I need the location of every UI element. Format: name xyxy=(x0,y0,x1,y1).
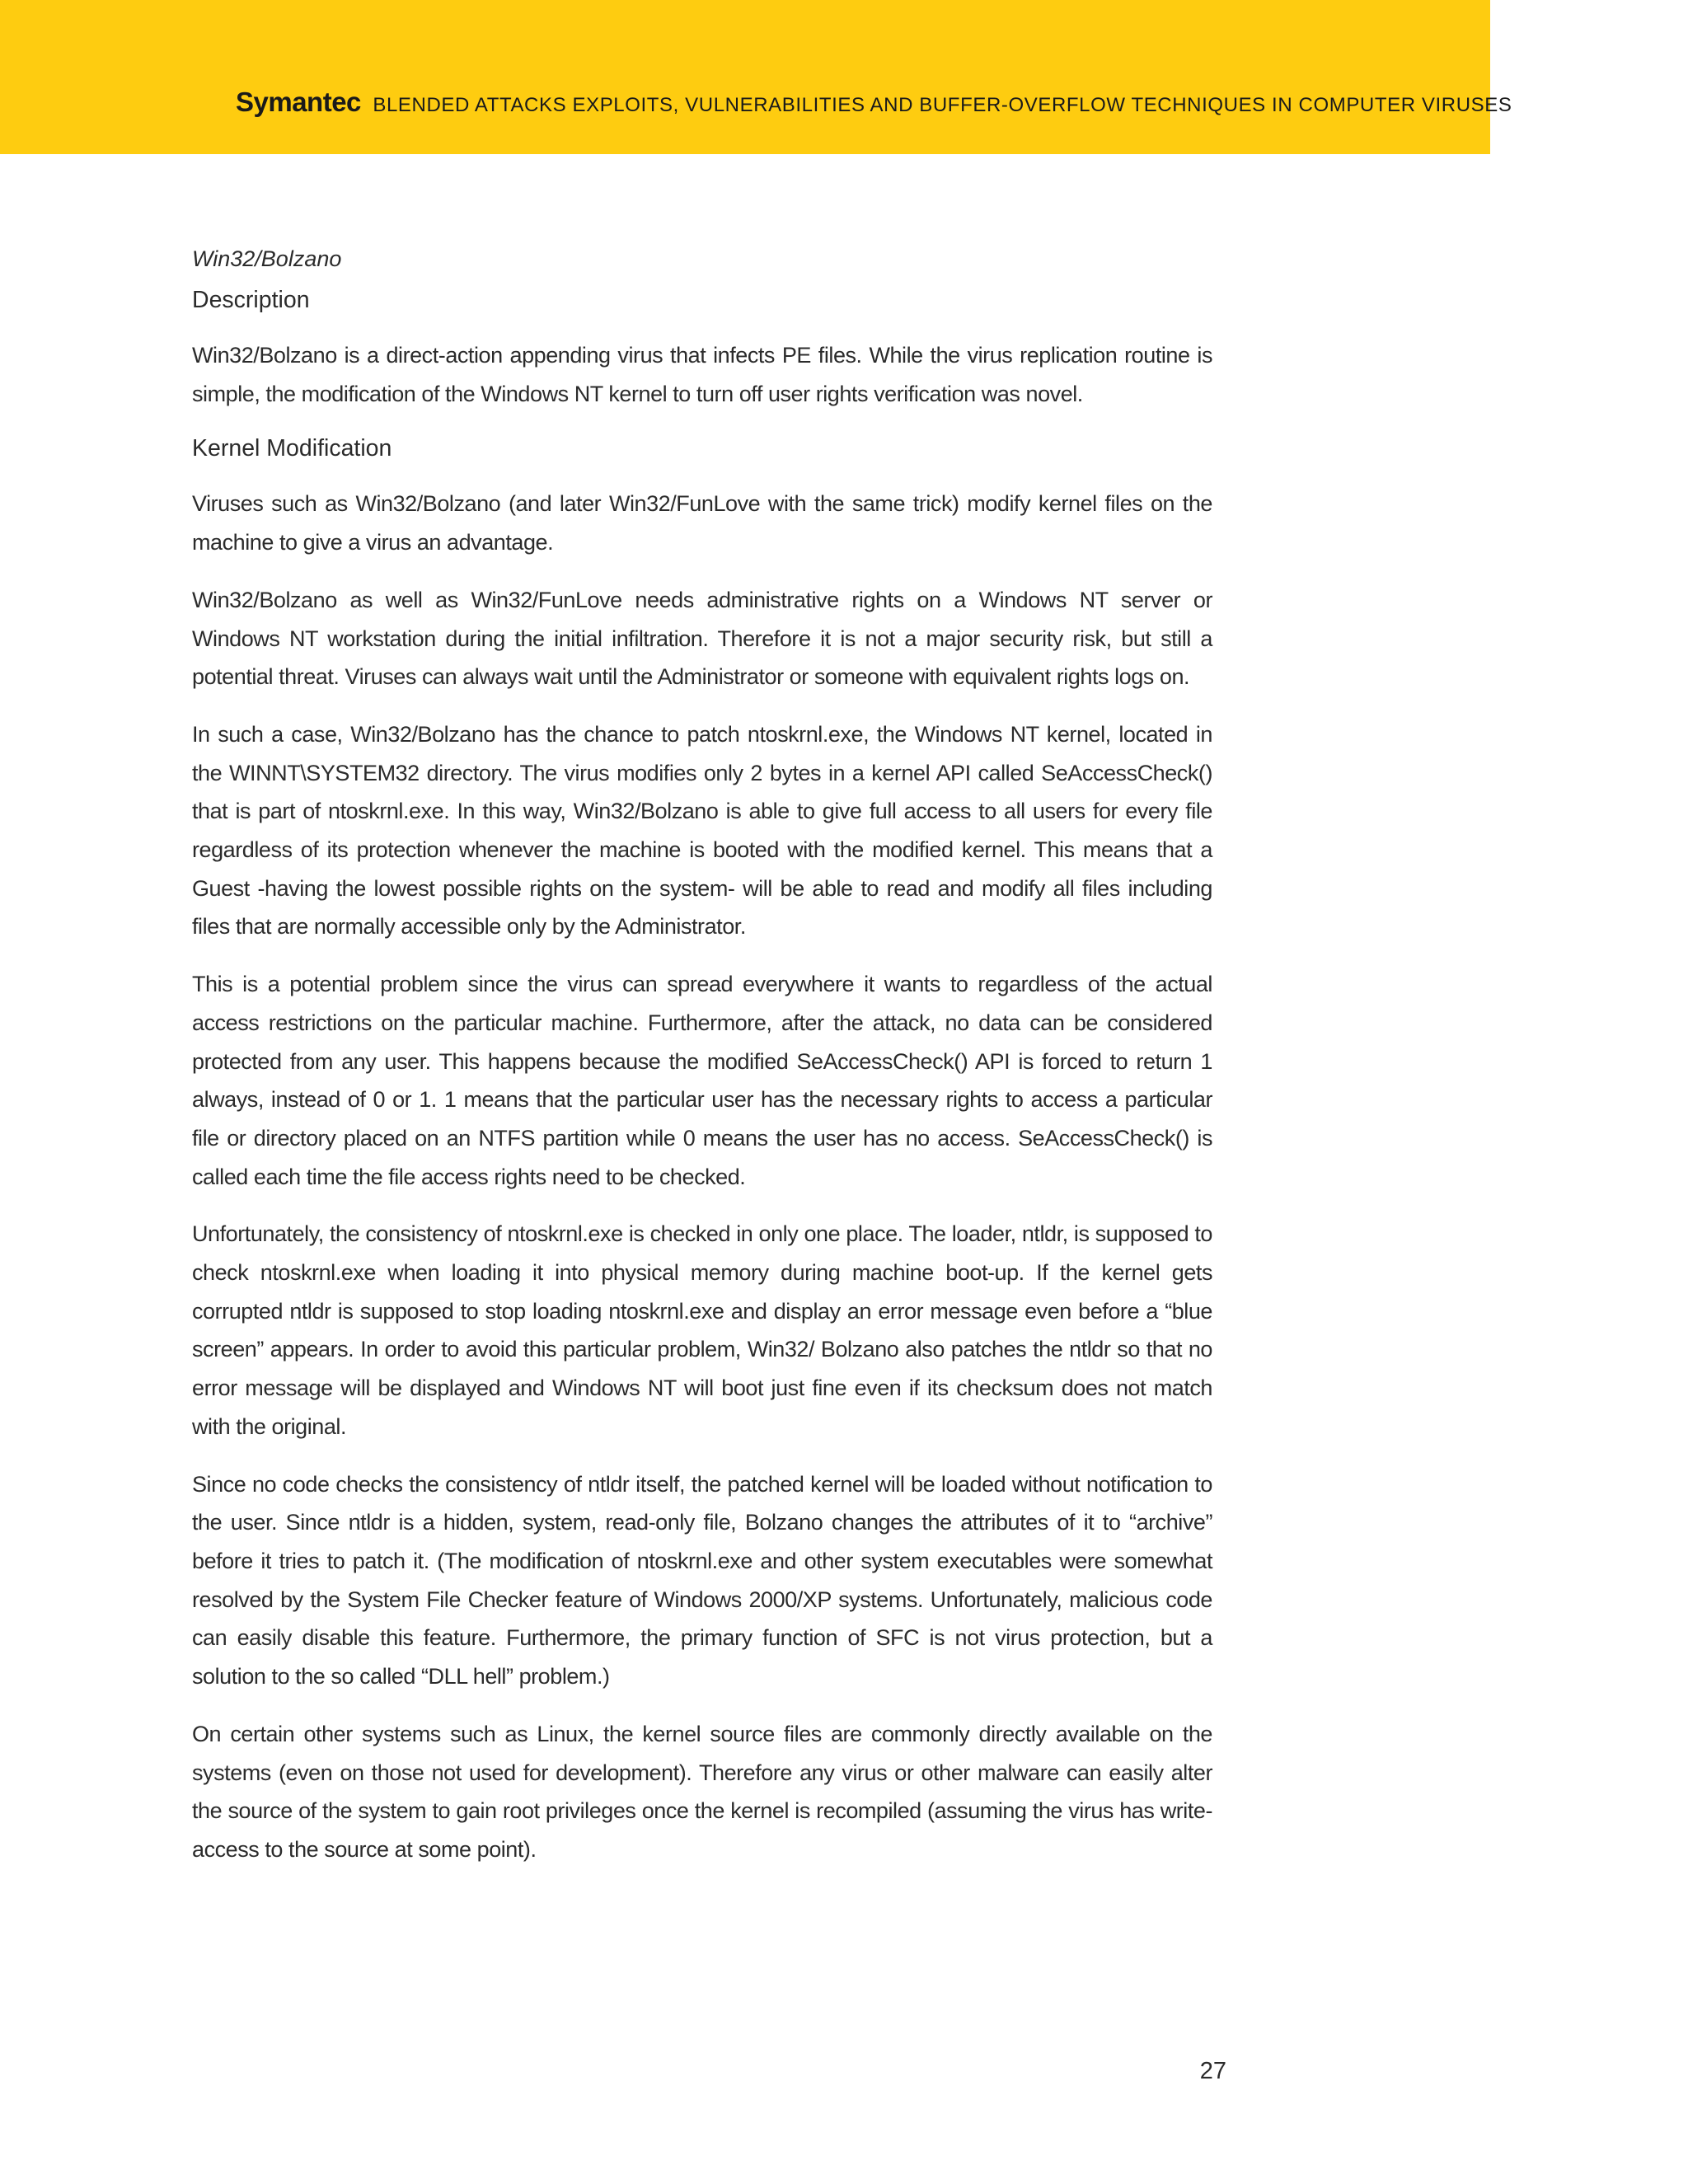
body-paragraph-6: Since no code checks the consistency of ntldr itself, the patched kernel will be loaded without notification to the user. Since ntldr is a hidden, system, read-only file, Bolzano changes the attributes of it to “archive” before it tries to patch it. (The modification of ntoskrnl.exe and other system executables were somewhat resolved by the System File Checker feature of Windows 2000/XP systems. Unfortunately, malicious code can easily disable this feature. Furthermore, the primary function of SFC is not virus protection, but a solution to the so called “DLL hell” problem.) xyxy=(192,1471,1212,1690)
body-paragraph-1: Viruses such as Win32/Bolzano (and later Win32/FunLove with the same trick) modify kernel files on the machine to give a virus an advantage. xyxy=(192,491,1212,555)
description-paragraph: Win32/Bolzano is a direct-action appending virus that infects PE files. While the virus replication routine is simple, the modification of the Windows NT kernel to turn off user rights verification was novel. xyxy=(192,343,1212,406)
body-paragraph-4: This is a potential problem since the virus can spread everywhere it wants to regardless of the actual access restrictions on the particular machine. Furthermore, after the attack, no data can be considered protected from any user. This happens because the modified SeAccessCheck() API is forced to return 1 always, instead of 0 or 1. 1 means that the particular user has the necessary rights to access a particular file or directory placed on an NTFS partition while 0 means the user has no access. SeAccessCheck() is called each time the file access rights need to be checked. xyxy=(192,972,1212,1189)
body-paragraph-7: On certain other systems such as Linux, the kernel source files are commonly directly available on the systems (even on those not used for development). Therefore any virus or other malware can easily alter the source of the system to gain root privileges once the kernel is recompiled (assuming the virus has write-access to the source at some point). xyxy=(192,1721,1212,1862)
description-heading: Description xyxy=(192,287,310,313)
body-paragraph-3: In such a case, Win32/Bolzano has the chance to patch ntoskrnl.exe, the Windows NT kernel, located in the WINNT\SYSTEM32 directory. The virus modifies only 2 bytes in a kernel API called SeAccessCheck() that is part of ntoskrnl.exe. In this way, Win32/Bolzano is able to give full access to all users for every file regardless of its protection whenever the machine is booted with the modified kernel. This means that a Guest -having the lowest possible rights on the system- will be able to read and modify all files including files that are normally accessible only by the Administrator. xyxy=(192,721,1212,940)
kernel-modification-heading: Kernel Modification xyxy=(192,435,392,462)
body-paragraph-5: Unfortunately, the consistency of ntoskrnl.exe is checked in only one place. The loader, ntldr, is supposed to check ntoskrnl.exe when loading it into physical memory during machine boot-up. If the kernel gets corrupted ntldr is supposed to stop loading ntoskrnl.exe and display an error message even before a “blue screen” appears. In order to avoid this particular problem, Win32/ Bolzano also patches the ntldr so that no error message will be displayed and Windows NT will boot just fine even if its checksum does not match with the original. xyxy=(192,1221,1212,1439)
running-header xyxy=(236,86,1512,124)
page-number: 27 xyxy=(1199,2058,1226,2084)
main-content xyxy=(192,242,1212,1888)
header-band xyxy=(0,0,1512,154)
section-title: Win32/Bolzano xyxy=(192,246,342,271)
document-title: BLENDED ATTACKS EXPLOITS, VULNERABILITIES AND BUFFER-OVERFLOW TECHNIQUES IN COMPUTER VIRUSES xyxy=(373,94,1512,116)
body-paragraph-2: Win32/Bolzano as well as Win32/FunLove needs administrative rights on a Windows NT server or Windows NT workstation during the initial infiltration. Therefore it is not a major security risk, but still a potential threat. Viruses can always wait until the Administrator or someone with equivalent rights logs on. xyxy=(192,587,1212,690)
brand-name: Symantec xyxy=(236,87,361,117)
